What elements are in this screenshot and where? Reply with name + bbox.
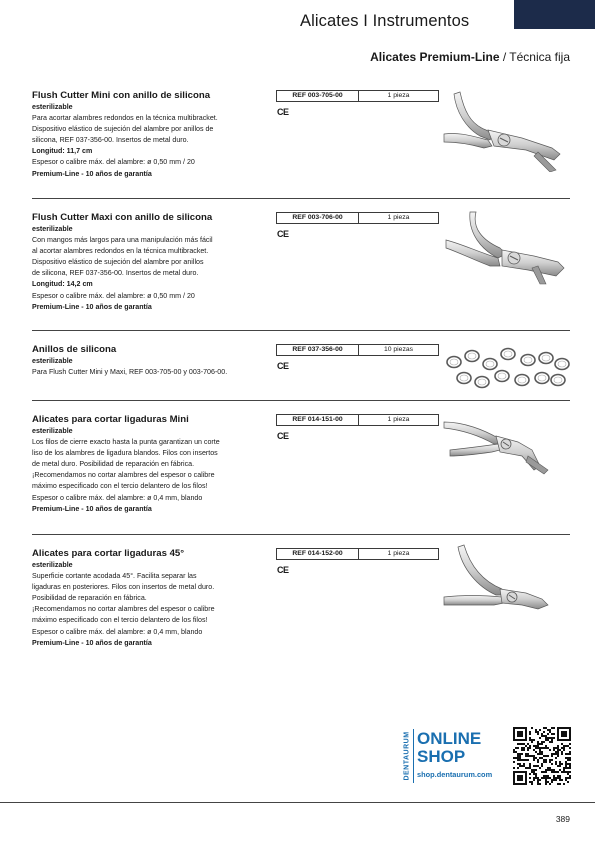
pliers-illustration	[442, 410, 572, 492]
package-quantity: 1 pieza	[387, 550, 410, 557]
reference-box	[276, 344, 439, 356]
product-description-line: esterilizable	[32, 103, 73, 111]
ce-mark-icon: CE	[277, 565, 289, 575]
ce-mark-icon: CE	[277, 361, 289, 371]
product-description-line: Posibilidad de reparación en fábrica.	[32, 594, 147, 603]
product-description-line: esterilizable	[32, 357, 73, 365]
reference-box	[276, 548, 439, 560]
shop-url-link[interactable]: shop.dentaurum.com	[417, 770, 493, 779]
product-name: Alicates para cortar ligaduras Mini	[32, 414, 189, 425]
product-description-line: liso de los alambres de ligadura blandos. Filos con insertos	[32, 449, 218, 458]
section-subtitle	[370, 50, 570, 64]
product-description-line: Dispositivo elástico de sujeción del alambre por anillos	[32, 258, 204, 267]
product-description-line: al acortar alambres redondos en la técnica multibracket.	[32, 247, 209, 256]
product-description-line: Longitud: 14,2 cm	[32, 280, 93, 289]
ce-mark-icon: CE	[277, 107, 289, 117]
reference-box	[276, 212, 439, 224]
product-illustration	[442, 410, 572, 497]
product-description-line: de metal duro. Posibilidad de reparación en fábrica.	[32, 460, 195, 469]
qr-code-icon[interactable]	[513, 727, 571, 785]
product-description-line: Premium-Line - 10 años de garantía	[32, 638, 152, 647]
product-description-line: Longitud: 11,7 cm	[32, 147, 93, 156]
reference-box	[276, 414, 439, 426]
product-illustration	[442, 342, 572, 397]
section-divider	[32, 198, 570, 199]
product-description-line: Espesor o calibre máx. del alambre: ø 0,4 mm, blando	[32, 627, 203, 636]
product-description-line: silicona, REF 037-356-00. Insertos de metal duro.	[32, 136, 189, 145]
product-name: Flush Cutter Mini con anillo de silicona	[32, 90, 211, 101]
product-name: Flush Cutter Maxi con anillo de silicona	[32, 212, 213, 223]
product-description-line: esterilizable	[32, 427, 73, 435]
pliers-illustration	[442, 90, 572, 172]
section-divider	[32, 534, 570, 535]
reference-number: REF 014-152-00	[277, 549, 359, 559]
product-description-line: ¡Recomendamos no cortar alambres del espesor o calibre	[32, 471, 215, 480]
section-subtitle-bold: Alicates Premium-Line	[370, 50, 500, 64]
shop-separator	[413, 729, 414, 783]
package-quantity: 1 pieza	[387, 416, 410, 423]
product-description-line: Para acortar alambres redondos en la técnica multibracket.	[32, 114, 218, 123]
product-name: Alicates para cortar ligaduras 45°	[32, 548, 185, 559]
ce-mark-icon: CE	[277, 229, 289, 239]
shop-shop-label: SHOP	[417, 747, 466, 766]
reference-number: REF 003-705-00	[277, 91, 359, 101]
product-description-line: Espesor o calibre máx. del alambre: ø 0,50 mm / 20	[32, 158, 195, 167]
brand-logo	[402, 727, 412, 785]
page-number: 389	[555, 814, 570, 824]
page-header-title: Alicates I Instrumentos	[300, 12, 470, 30]
product-description-line: Para Flush Cutter Mini y Maxi, REF 003-705-00 y 003-706-00.	[32, 368, 228, 377]
brand-name: DENTAURUM	[403, 731, 411, 781]
product-illustration	[442, 543, 572, 630]
package-quantity: 10 piezas	[383, 346, 414, 353]
product-description-line: Premium-Line - 10 años de garantía	[32, 504, 152, 513]
product-description-line: Dispositivo elástico de sujeción del alambre por anillos de	[32, 125, 214, 134]
product-illustration	[442, 90, 572, 177]
product-description-line: máximo especificado con el tercio delantero de los filos!	[32, 482, 208, 491]
product-description-line: esterilizable	[32, 561, 73, 569]
product-description-line: ¡Recomendamos no cortar alambres del espesor o calibre	[32, 605, 215, 614]
product-illustration	[442, 210, 572, 297]
header-accent-bar	[514, 0, 595, 29]
product-description-line: Premium-Line - 10 años de garantía	[32, 169, 152, 178]
product-description-line: Superficie cortante acodada 45°. Facilita separar las	[32, 572, 197, 581]
product-description-line: Espesor o calibre máx. del alambre: ø 0,4 mm, blando	[32, 493, 203, 502]
footer-divider	[0, 802, 595, 803]
ce-mark-icon: CE	[277, 431, 289, 441]
reference-box	[276, 90, 439, 102]
product-description-line: Espesor o calibre máx. del alambre: ø 0,50 mm / 20	[32, 291, 195, 300]
shop-online-label: ONLINE	[417, 729, 482, 748]
reference-number: REF 003-706-00	[277, 213, 359, 223]
product-description-line: ligaduras en posteriores. Filos con insertos de metal duro.	[32, 583, 215, 592]
product-name: Anillos de silicona	[32, 344, 117, 355]
product-description-line: Premium-Line - 10 años de garantía	[32, 302, 152, 311]
pliers-illustration	[442, 210, 572, 292]
product-description-line: Con mangos más largos para una manipulación más fácil	[32, 236, 213, 245]
product-description-line: de silicona, REF 037-356-00. Insertos de metal duro.	[32, 269, 199, 278]
reference-number: REF 037-356-00	[277, 345, 359, 355]
section-divider	[32, 330, 570, 331]
package-quantity: 1 pieza	[387, 214, 410, 221]
pliers-illustration	[442, 543, 572, 625]
product-description-line: esterilizable	[32, 225, 73, 233]
silicone-rings-illustration	[442, 342, 572, 392]
section-subtitle-rest: / Técnica fija	[499, 50, 570, 64]
product-description-line: Los filos de cierre exacto hasta la punta garantizan un corte	[32, 438, 220, 447]
product-description-line: máximo especificado con el tercio delantero de los filos!	[32, 616, 208, 625]
reference-number: REF 014-151-00	[277, 415, 359, 425]
section-divider	[32, 400, 570, 401]
package-quantity: 1 pieza	[387, 92, 410, 99]
